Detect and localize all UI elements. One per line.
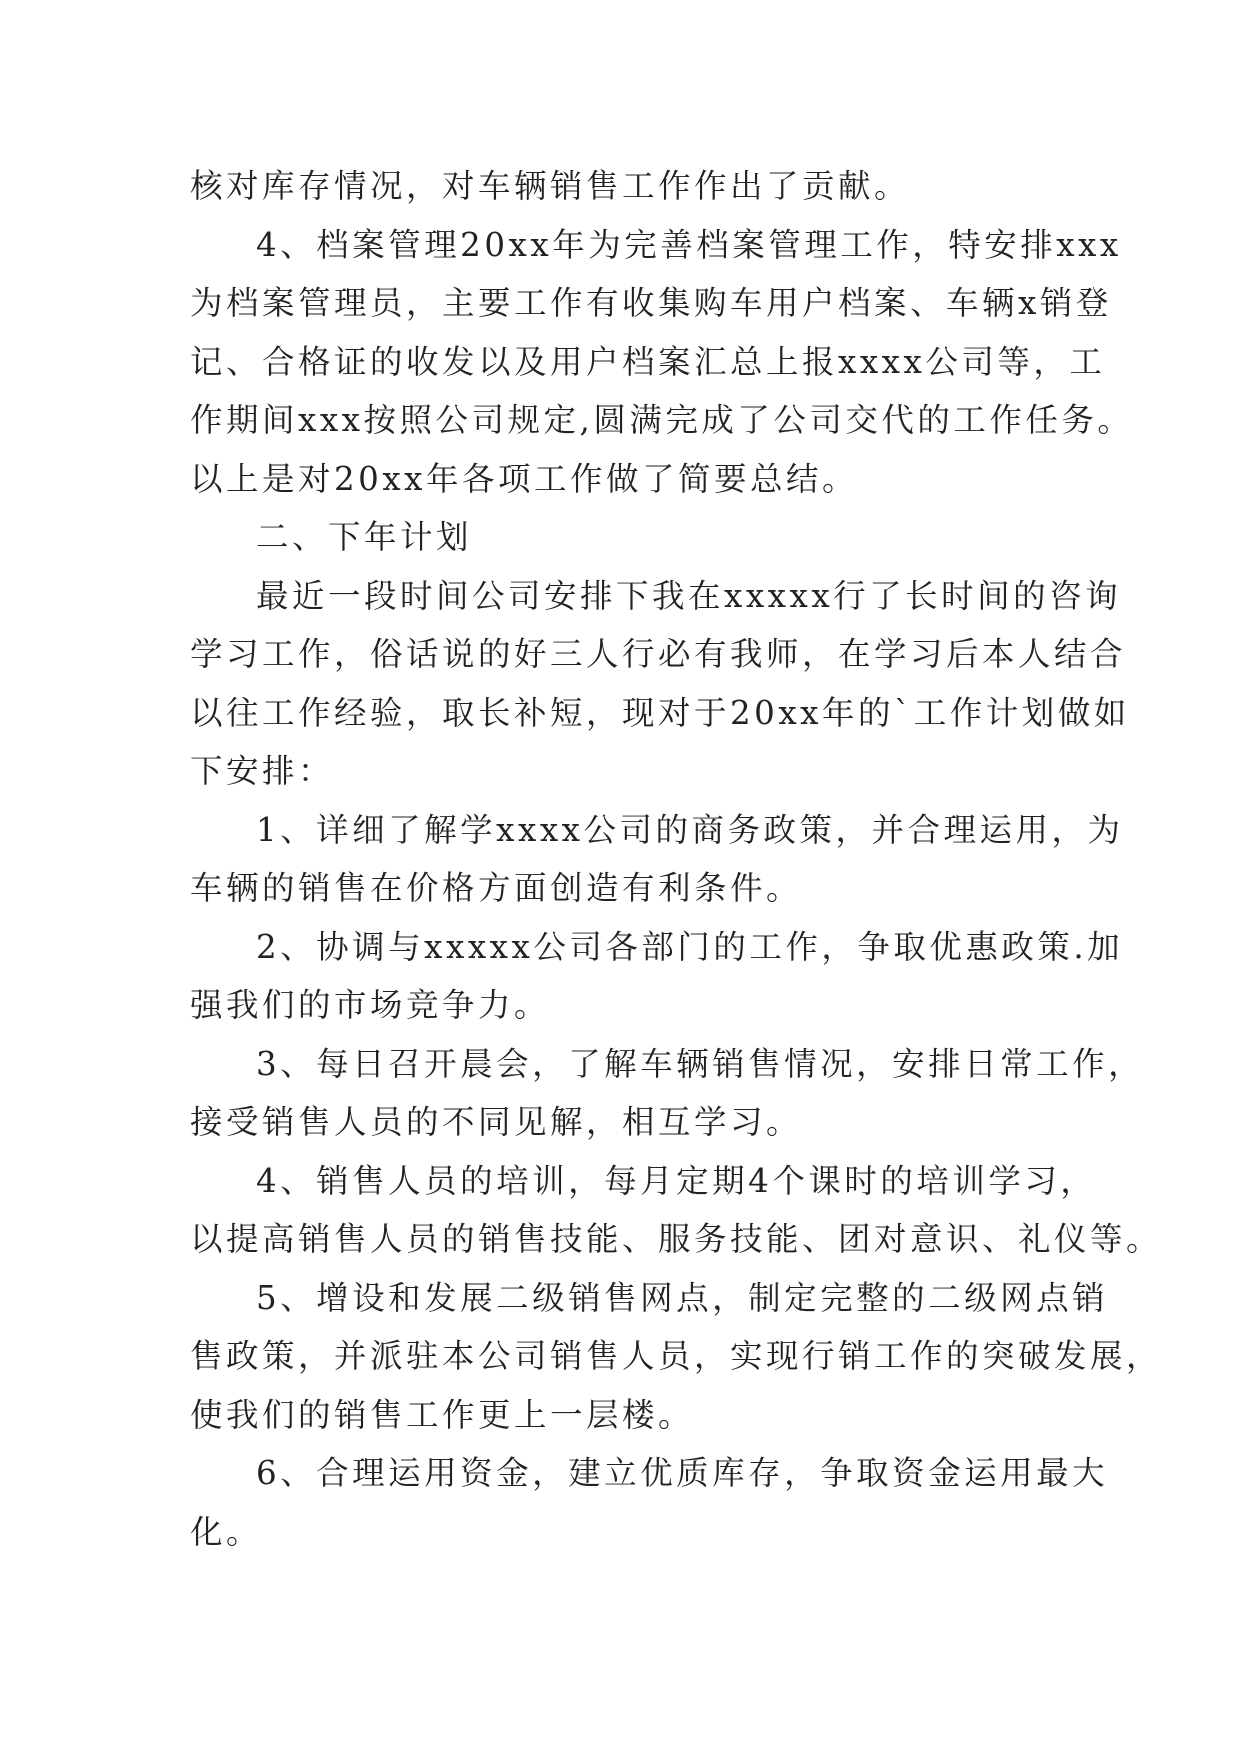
list-item-3-cont: 接受销售人员的不同见解，相互学习。 [190, 1103, 803, 1141]
list-item-6-cont: 化。 [190, 1512, 263, 1551]
list-item-6: 6、合理运用资金，建立优质库存，争取资金运用最大 [256, 1454, 1109, 1492]
text-line-10: 以往工作经验，取长补短，现对于20xx年的`工作计划做如 [190, 693, 1130, 732]
list-item-2-cont: 强我们的市场竞争力。 [190, 986, 551, 1024]
text-line-6: 以上是对20xx年各项工作做了简要总结。 [190, 459, 859, 498]
text-line-11: 下安排： [190, 752, 335, 790]
text-line-4: 记、合格证的收发以及用户档案汇总上报xxxx公司等，工 [190, 342, 1106, 381]
text-line-2: 4、档案管理20xx年为完善档案管理工作，特安排xxx [256, 225, 1122, 264]
section-heading: 二、下年计划 [256, 518, 473, 556]
list-item-5-cont-1: 售政策，并派驻本公司销售人员，实现行销工作的突破发展， [190, 1337, 1163, 1375]
text-line-3: 为档案管理员，主要工作有收集购车用户档案、车辆x销登 [190, 284, 1112, 322]
text-line-8: 最近一段时间公司安排下我在xxxxx行了长时间的咨询 [256, 576, 1122, 615]
list-item-1: 1、详细了解学xxxx公司的商务政策，并合理运用，为 [256, 810, 1124, 849]
document-body [190, 157, 1163, 1561]
list-item-1-cont: 车辆的销售在价格方面创造有利条件。 [190, 869, 803, 907]
list-item-4: 4、销售人员的培训，每月定期4个课时的培训学习， [256, 1161, 1097, 1200]
text-line-5: 作期间xxx按照公司规定,圆满完成了公司交代的工作任务。 [190, 401, 1134, 439]
list-item-3: 3、每日召开晨会，了解车辆销售情况，安排日常工作， [256, 1044, 1145, 1083]
list-item-2: 2、协调与xxxxx公司各部门的工作，争取优惠政策.加 [256, 927, 1124, 966]
list-item-5-cont-2: 使我们的销售工作更上一层楼。 [190, 1395, 695, 1434]
list-item-5: 5、增设和发展二级销售网点，制定完整的二级网点销 [256, 1278, 1109, 1317]
text-line-9: 学习工作，俗话说的好三人行必有我师，在学习后本人结合 [190, 635, 1127, 673]
list-item-4-cont: 以提高销售人员的销售技能、服务技能、团对意识、礼仪等。 [190, 1220, 1163, 1258]
text-line-1: 核对库存情况，对车辆销售工作作出了贡献。 [190, 167, 911, 205]
